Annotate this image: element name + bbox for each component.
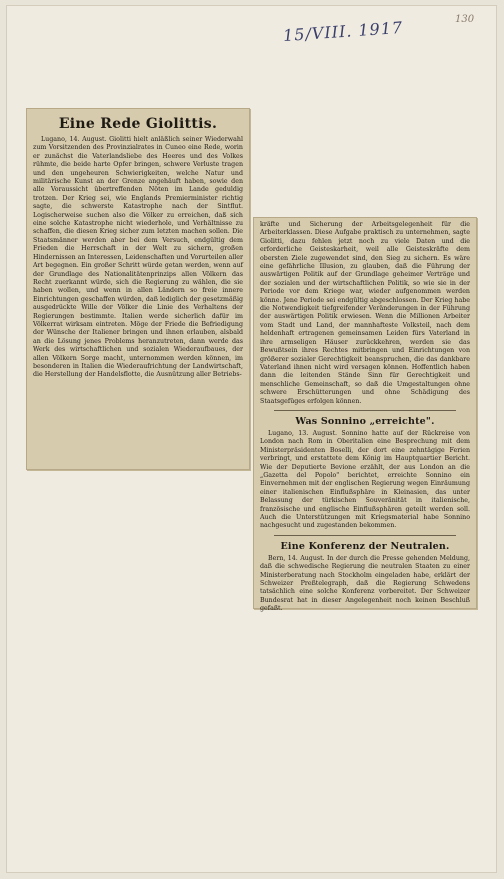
newspaper-clipping-left [26,108,250,470]
article-body-sonnino: Lugano, 13. August. Sonnino hatte auf der Rückreise von London nach Rom in Oberitalien eine Besprechung mit dem Ministerpräsidenten Boselli, der dort eine zehntägige Ferien verbringt, und erstattete dem König im Hauptquartier Bericht. Wie der Deputierte Bevione erzählt, der aus London an die „Gazetta del Popolo" berichtet, erreichte Sonnino ein Einvernehmen mit der englischen Regierung wegen Einräumung einer italienischen Einflußsphäre in Kleinasien, das unter Belassung der türkischen Souveränität in italienische, französische und englische Einflußsphären geteilt werden soll. Auch die Unterstützungen mit Kriegsmaterial habe Sonnino nachgesucht und zugestanden bekommen. [260,429,470,530]
newspaper-clipping-right [253,217,477,613]
divider [274,410,456,411]
article-headline-neutrals: Eine Konferenz der Neutralen. [280,540,450,552]
article-headline-sonnino: Was Sonnino „erreichte". [295,415,435,427]
article-headline-giolitti: Eine Rede Giolittis. [58,116,218,132]
article-body-giolitti-part1: Lugano, 14. August. Giolitti hielt anläßlich seiner Wiederwahl zum Vorsitzenden des Provinzialrates in Cuneo eine Rede, worin er zunächst die Vaterlandsliebe des Heeres und des Volkes rühmte, die beide harte Opfer bringen, schwere Verluste tragen und den ungeheuren Schwierigkeiten, welche Natur und militärische Kunst an der Grenze angehäuft haben, sowie den alle Voraussicht übertreffenden Nöten im Lande geduldig trotzen. Der Krieg sei, wie Englands Premierminister richtig sagte, die schwerste Katastrophe nach der Sintflut. Logischerweise suchen also die Völker zu erreichen, daß sich eine solche Katastrophe nicht wiederhole, und Verhältnisse zu schaffen, die diesen Krieg sicher zum letzten machen sollen. Die Staatsmänner werden aber bei dem Versuch, endgültig dem Frieden die Herrschaft in der Welt zu sichern, großen Hindernissen an Interessen, Leidenschaften und Vorurteilen aller Art begegnen. Ein großer Schritt würde getan werden, wenn auf der Grundlage des Nationalitätenprinzips allen Völkern das Recht zuerkannt würde, sich die Regierung zu wählen, die sie haben wollen, und wenn in allen Ländern so freie innere Einrichtungen geschaffen würden, daß lediglich der gesetzmäßig ausgedrückte Wille der Völker die Linie des Verhaltens der Regierungen bestimmte. Italien werde sicherlich dafür im Völkerrat wirksam eintreten. Möge der Friede die Befriedigung der Wünsche der Italiener bringen und ihnen erlauben, alsbald an die Lösung jenes Problems heranzutreten, dann werde das Werk des wirtschaftlichen und sozialen Wiederaufbaues, der allen Völkern Sorge macht, unternommen werden können, im besonderen in Italien die Wiederaufrichtung der Landwirtschaft, die Herstellung der Handelsflotte, die Ausnützung aller Betriebs- [33,136,243,379]
article-body-giolitti-part2: kräfte und Sicherung der Arbeitsgelegenheit für die Arbeiterklassen. Diese Aufgabe praktisch zu unternehmen, sagte Giolitti, dazu fehlen jetzt noch zu viele Daten und die erforderliche Geisteskarheit, weil alle Geisteskräfte dem obersten Ziele zugewendet sind, den Sieg zu sichern. Es wäre eine gefährliche Illusion, zu glauben, daß die Führung der auswärtigen Politik auf der Grundlage geheimer Verträge und der sozialen und der wirtschaftlichen Politik, so wie sie in der Periode vor dem Kriege war, wieder aufgenommen werden könne. Jene Periode sei endgültig abgeschlossen. Der Krieg habe die Notwendigkeit tiefgreifender Veränderungen in der Führung der auswärtigen Politik erwiesen. Wenn die Millionen Arbeiter vom Stadt und Land, der mannhafteste Volksteil, nach dem heldenhaft ertragenen gemeinsamen Leiden fürs Vaterland in ihre armseligen Häuser zurückkehren, werden sie das Bewußtsein ihres Rechtes mitbringen und Einrichtungen von größerer sozialer Gerechtigkeit beanspruchen, die das dankbare Vaterland ihnen nicht wird versagen können. Hoffentlich haben dann die leitenden Stände Sinn für Gerechtigkeit und menschliche Gemeinschaft, so daß die Umgestaltungen ohne schwere Erschütterungen und ohne Schädigung des Staatsgefüges erfolgen können. [260,221,470,405]
handwritten-number: 130 [455,14,475,25]
handwritten-date: 15/VIII. 1917 [282,17,404,46]
article-body-neutrals: Bern, 14. August. In der durch die Presse gehenden Meldung, daß die schwedische Regierung die neutralen Staaten zu einer Ministerberatung nach Stockholm eingeladen habe, erklärt der Schweizer Preßtelegraph, daß die Regierung Schwedens tatsächlich eine solche Konferenz vorbereitet. Der Schweizer Bundesrat hat in dieser Angelegenheit noch keinen Beschluß gefaßt. [260,554,470,613]
divider [274,535,456,536]
